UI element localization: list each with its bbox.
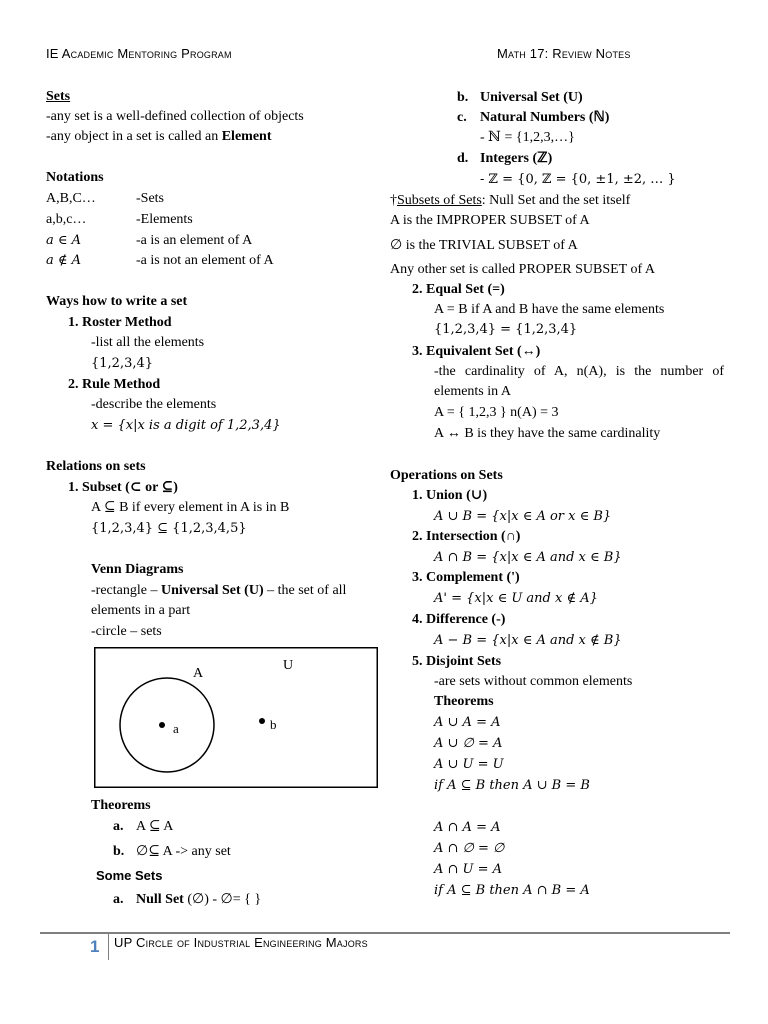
some-sets-title: Some Sets — [96, 868, 163, 883]
subsets-rest: : Null Set and the set itself — [481, 193, 631, 208]
set-a-label: A — [193, 666, 204, 681]
intersection-theorem: if A ⊆ B then A ∩ B = A — [434, 883, 590, 898]
sets-line-2 — [46, 127, 271, 147]
difference-formula: A − B = {x|x ∈ A and x ∉ B} — [434, 633, 622, 648]
venn-diagram — [94, 647, 378, 788]
union-theorem: A ∪ ∅ = A — [434, 736, 503, 751]
footer-divider — [108, 934, 109, 960]
roster-desc: -list all the elements — [91, 335, 205, 350]
complement-formula: A' = {x|x ∈ U and x ∉ A} — [434, 591, 598, 606]
proper-subset: Any other set is called PROPER SUBSET of A — [390, 262, 655, 277]
sets-line-2-bold: Element — [221, 129, 272, 144]
header-left: IE Academic Mentoring Program — [46, 46, 232, 61]
subset-desc: A ⊆ B if every element in A is in B — [91, 500, 290, 515]
union-theorem: A ∪ A = A — [434, 715, 501, 730]
theorem-a-label: a. — [113, 819, 124, 834]
notation-desc: -Sets — [136, 191, 164, 206]
intersection-formula: A ∩ B = {x|x ∈ A and x ∈ B} — [434, 550, 622, 565]
roster-title: 1. Roster Method — [68, 315, 172, 330]
integers: Integers (ℤ) — [480, 151, 553, 166]
page-number: 1 — [90, 937, 100, 956]
natural-numbers: Natural Numbers (ℕ) — [480, 110, 610, 125]
theorems-title: Theorems — [91, 798, 151, 813]
ways-title: Ways how to write a set — [46, 294, 188, 309]
subsets-link: Subsets of Sets — [397, 193, 482, 208]
element-b-dot — [259, 718, 265, 724]
notation-sym: a,b,c… — [46, 212, 87, 227]
element-a-label: a — [173, 721, 179, 736]
difference-title: 4. Difference (-) — [412, 612, 506, 627]
intersection-title: 2. Intersection (∩) — [412, 529, 521, 544]
disjoint-title: 5. Disjoint Sets — [412, 654, 502, 669]
equivalent-set-example: A = { 1,2,3 } n(A) = 3 — [434, 405, 559, 420]
universal-label: U — [283, 658, 294, 673]
venn-title: Venn Diagrams — [91, 562, 184, 577]
equal-set-example: {1,2,3,4} = {1,2,3,4} — [434, 322, 578, 337]
intersection-theorem: A ∩ U = A — [434, 862, 503, 877]
notation-desc: -Elements — [136, 212, 193, 227]
notation-sym: a ∈ A — [46, 233, 82, 248]
subsets-mark: † — [390, 193, 397, 208]
equivalent-set-desc: -the cardinality of A, n(A), is the number of elements in A — [434, 364, 724, 399]
subset-title: 1. Subset (⊂ or ⊆) — [68, 480, 178, 495]
footer-rule — [40, 932, 730, 934]
venn-line-2: elements in a part — [91, 603, 191, 618]
operations-title: Operations on Sets — [390, 468, 503, 483]
null-set — [136, 890, 261, 910]
equal-set-desc: A = B if A and B have the same elements — [434, 302, 665, 317]
set-a-circle — [120, 678, 214, 772]
subsets-of-sets — [390, 191, 630, 211]
notation-desc: -a is an element of A — [136, 233, 253, 248]
venn-line-1 — [91, 581, 346, 601]
union-formula: A ∪ B = {x|x ∈ A or x ∈ B} — [434, 509, 612, 524]
notations-title: Notations — [46, 170, 104, 185]
venn-line-1-bold: Universal Set (U) — [160, 583, 264, 598]
sets-line-2-text: -any object in a set is called an — [46, 129, 222, 144]
universal-set-rectangle — [95, 648, 378, 788]
theorem-b-label: b. — [113, 844, 125, 859]
natural-label-c: c. — [457, 110, 467, 125]
rule-desc: -describe the elements — [91, 397, 217, 412]
sets-title: Sets — [46, 89, 71, 104]
equivalent-set-rule: A ↔ B is they have the same cardinality — [434, 426, 661, 441]
universal-set: Universal Set (U) — [480, 90, 583, 105]
union-title: 1. Union (∪) — [412, 488, 488, 503]
universal-label-b: b. — [457, 90, 469, 105]
venn-line-1-pre: -rectangle – — [91, 583, 161, 598]
rule-title: 2. Rule Method — [68, 377, 161, 392]
theorem-b: ∅⊆ A -> any set — [136, 844, 231, 859]
union-theorem: if A ⊆ B then A ∪ B = B — [434, 778, 590, 793]
sets-line-1: -any set is a well-defined collection of objects — [46, 109, 304, 124]
intersection-theorem: A ∩ A = A — [434, 820, 501, 835]
disjoint-desc: -are sets without common elements — [434, 674, 633, 689]
integers-def: - ℤ = {0, ℤ = {0, ±1, ±2, … } — [480, 172, 676, 187]
equivalent-set-title: 3. Equivalent Set (↔) — [412, 344, 541, 359]
intersection-theorem: A ∩ ∅ = ∅ — [434, 841, 505, 856]
element-b-label: b — [270, 717, 277, 732]
null-set-label: a. — [113, 892, 124, 907]
null-set-rest: (∅) - ∅= { } — [183, 892, 262, 907]
subset-example: {1,2,3,4} ⊆ {1,2,3,4,5} — [91, 521, 247, 536]
header-right: Math 17: Review Notes — [497, 46, 631, 61]
theorem-a: A ⊆ A — [136, 819, 174, 834]
integers-label-d: d. — [457, 151, 469, 166]
notation-desc: -a is not an element of A — [136, 253, 274, 268]
trivial-subset: ∅ is the TRIVIAL SUBSET of A — [390, 238, 578, 253]
union-theorem: A ∪ U = U — [434, 757, 504, 772]
notation-sym: A,B,C… — [46, 191, 96, 206]
venn-line-3: -circle – sets — [91, 624, 162, 639]
equal-set-title: 2. Equal Set (=) — [412, 282, 505, 297]
improper-subset: A is the IMPROPER SUBSET of A — [390, 213, 590, 228]
element-a-dot — [159, 722, 165, 728]
theorems-right-title: Theorems — [434, 694, 494, 709]
complement-title: 3. Complement (') — [412, 570, 520, 585]
roster-example: {1,2,3,4} — [91, 356, 154, 371]
null-set-bold: Null Set — [136, 892, 184, 907]
rule-example: x = {x|x is a digit of 1,2,3,4} — [91, 418, 281, 433]
footer-text: UP Circle of Industrial Engineering Majors — [114, 935, 368, 950]
relations-title: Relations on sets — [46, 459, 146, 474]
natural-def: - ℕ = {1,2,3,…} — [480, 130, 575, 145]
venn-line-1-post: – the set of all — [263, 583, 347, 598]
notation-sym: a ∉ A — [46, 253, 82, 268]
